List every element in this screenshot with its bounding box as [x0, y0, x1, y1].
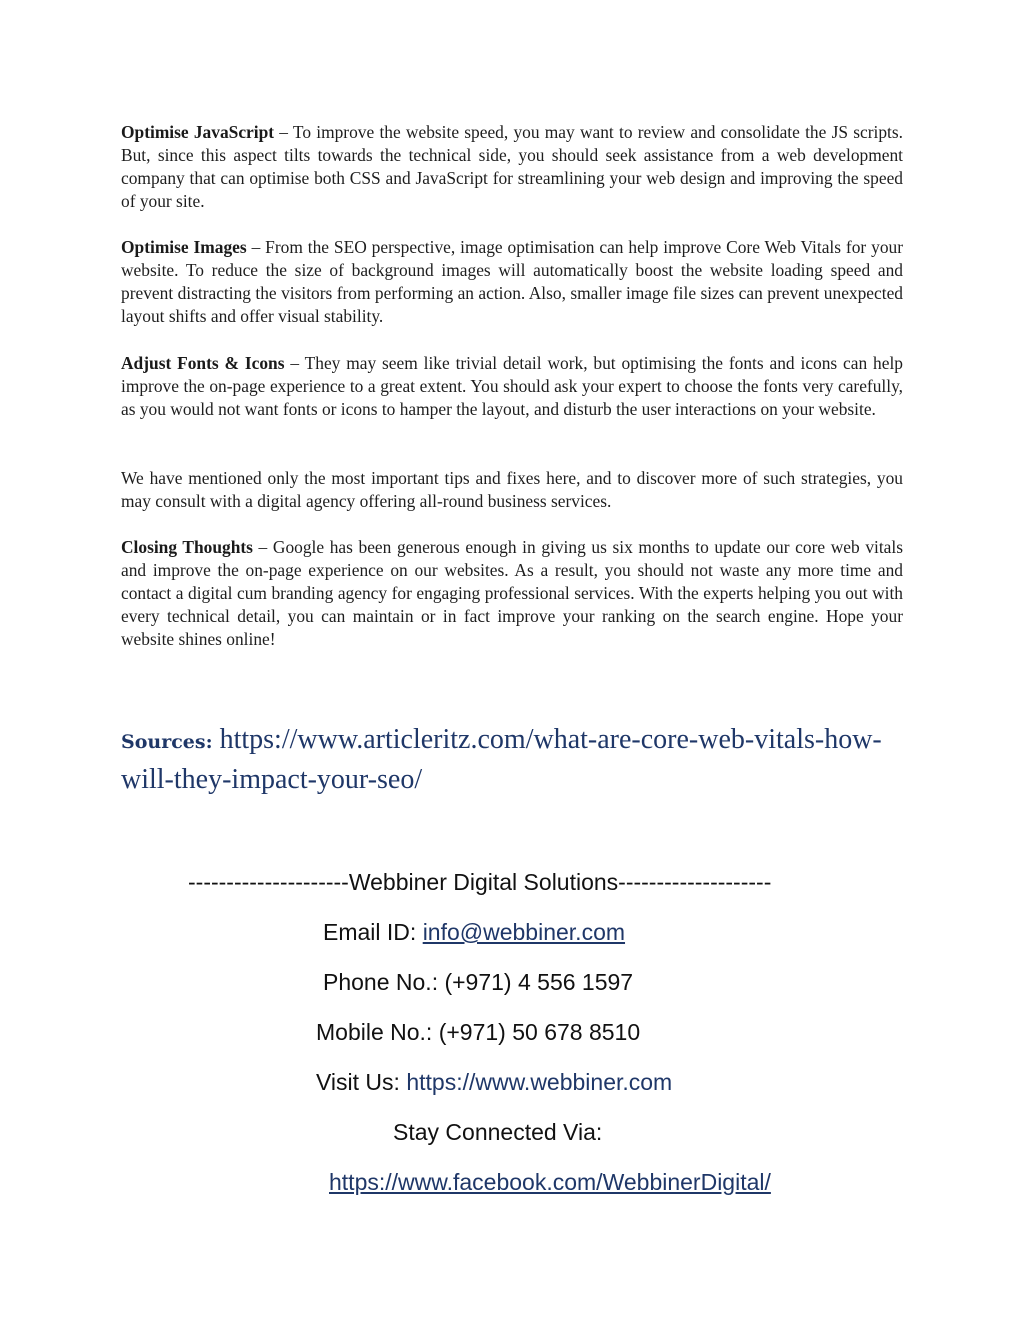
sources-line: [121, 721, 921, 799]
paragraph-body: – To improve the website speed, you may want to review and consolidate the JS scripts. But, since this aspect tilts towards the technical side, you should seek assistance from a web development company that can optimise both CSS and JavaScript for streamlining your web design and improving the speed of your site.: [121, 122, 904, 211]
paragraph-closing-thoughts: [121, 536, 903, 651]
mobile-line: Mobile No.: (+971) 50 678 8510: [316, 1019, 641, 1045]
paragraph-body: – They may seem like trivial detail work, but optimising the fonts and icons can help improve the on-page experience to a great extent. You should ask your expert to choose the fonts very carefully, as you would not want fonts or icons to hamper the layout, and disturb the user interactions on your website.: [121, 353, 903, 419]
paragraph-heading: Optimise JavaScript: [121, 122, 275, 142]
company-banner: ---------------------Webbiner Digital Solutions--------------------: [188, 869, 772, 895]
paragraph-heading: Closing Thoughts: [121, 537, 253, 557]
email-line: [0, 918, 1024, 946]
visit-label: Visit Us:: [316, 1069, 407, 1095]
email-label: Email ID:: [323, 919, 423, 945]
paragraph-adjust-fonts-icons: [121, 352, 903, 421]
phone-line: Phone No.: (+971) 4 556 1597: [323, 969, 634, 995]
sources-separator: :: [205, 731, 213, 753]
facebook-line: [0, 1168, 1024, 1196]
paragraph-body: – Google has been generous enough in giving us six months to update our core web vitals and improve the on-page experience on our websites. As a result, you should not waste any more time and contact a digital cum branding agency for engaging professional services. With the experts helping you out with every technical detail, you can maintain or in fact improve your ranking on the search engine. Hope your website shines online!: [121, 537, 903, 649]
facebook-link[interactable]: https://www.facebook.com/WebbinerDigital/: [329, 1169, 771, 1195]
website-link[interactable]: https://www.webbiner.com: [406, 1069, 673, 1095]
paragraph-optimise-images: [121, 236, 903, 328]
paragraph-heading: Adjust Fonts & Icons: [121, 353, 285, 373]
sources-label: Sources: [121, 731, 206, 753]
sources-link[interactable]: https://www.articleritz.com/what-are-core-web-vitals-how-will-they-impact-your-seo/: [121, 724, 882, 795]
paragraph-tips-summary: [121, 467, 903, 513]
paragraph-heading: Optimise Images: [121, 237, 247, 257]
paragraph-body: We have mentioned only the most important tips and fixes here, and to discover more of such strategies, you may consult with a digital agency offering all-round business services.: [121, 468, 903, 511]
paragraph-body: – From the SEO perspective, image optimisation can help improve Core Web Vitals for your website. To reduce the size of background images will automatically boost the website loading speed and prevent distracting the visitors from performing an action. Also, smaller image file sizes can prevent unexpected layout shifts and offer visual stability.: [121, 237, 903, 326]
paragraph-optimise-javascript: [121, 121, 903, 213]
stay-connected-label: Stay Connected Via:: [393, 1119, 603, 1145]
email-link[interactable]: info@webbiner.com: [422, 919, 626, 945]
visit-line: [0, 1068, 1024, 1096]
